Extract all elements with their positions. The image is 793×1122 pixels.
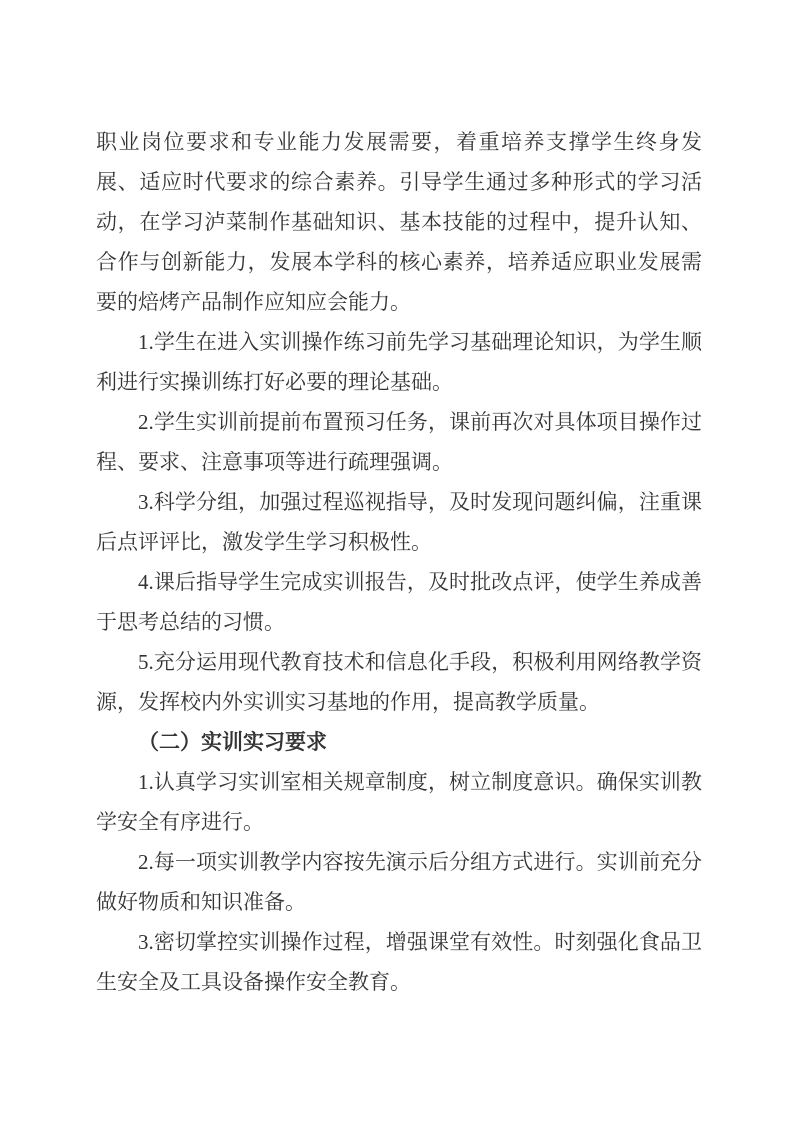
paragraph-item-4: 4.课后指导学生完成实训报告，及时批改点评，使学生养成善于思考总结的习惯。 xyxy=(96,570,702,634)
document-body xyxy=(96,122,702,1002)
paragraph-item-3: 3.科学分组，加强过程巡视指导，及时发现问题纠偏，注重课后点评评比，激发学生学习积极性。 xyxy=(96,490,702,554)
paragraph-item-8: 3.密切掌控实训操作过程，增强课堂有效性。时刻强化食品卫生安全及工具设备操作安全教育。 xyxy=(96,930,702,994)
paragraph-item-2: 2.学生实训前提前布置预习任务，课前再次对具体项目操作过程、要求、注意事项等进行疏理强调。 xyxy=(96,410,702,474)
paragraph-continuation: 职业岗位要求和专业能力发展需要，着重培养支撑学生终身发展、适应时代要求的综合素养。引导学生通过多种形式的学习活动，在学习泸菜制作基础知识、基本技能的过程中，提升认知、合作与创新能力，发展本学科的核心素养，培养适应职业发展需要的焙烤产品制作应知应会能力。 xyxy=(96,130,702,314)
paragraph-item-1: 1.学生在进入实训操作练习前先学习基础理论知识，为学生顺利进行实操训练打好必要的理论基础。 xyxy=(96,330,702,394)
section-heading: （二）实训实习要求 xyxy=(138,730,327,754)
paragraph-item-5: 5.充分运用现代教育技术和信息化手段，积极利用网络教学资源，发挥校内外实训实习基地的作用，提高教学质量。 xyxy=(96,650,702,714)
paragraph-item-7: 2.每一项实训教学内容按先演示后分组方式进行。实训前充分做好物质和知识准备。 xyxy=(96,850,702,914)
paragraph-item-6: 1.认真学习实训室相关规章制度，树立制度意识。确保实训教学安全有序进行。 xyxy=(96,770,702,834)
